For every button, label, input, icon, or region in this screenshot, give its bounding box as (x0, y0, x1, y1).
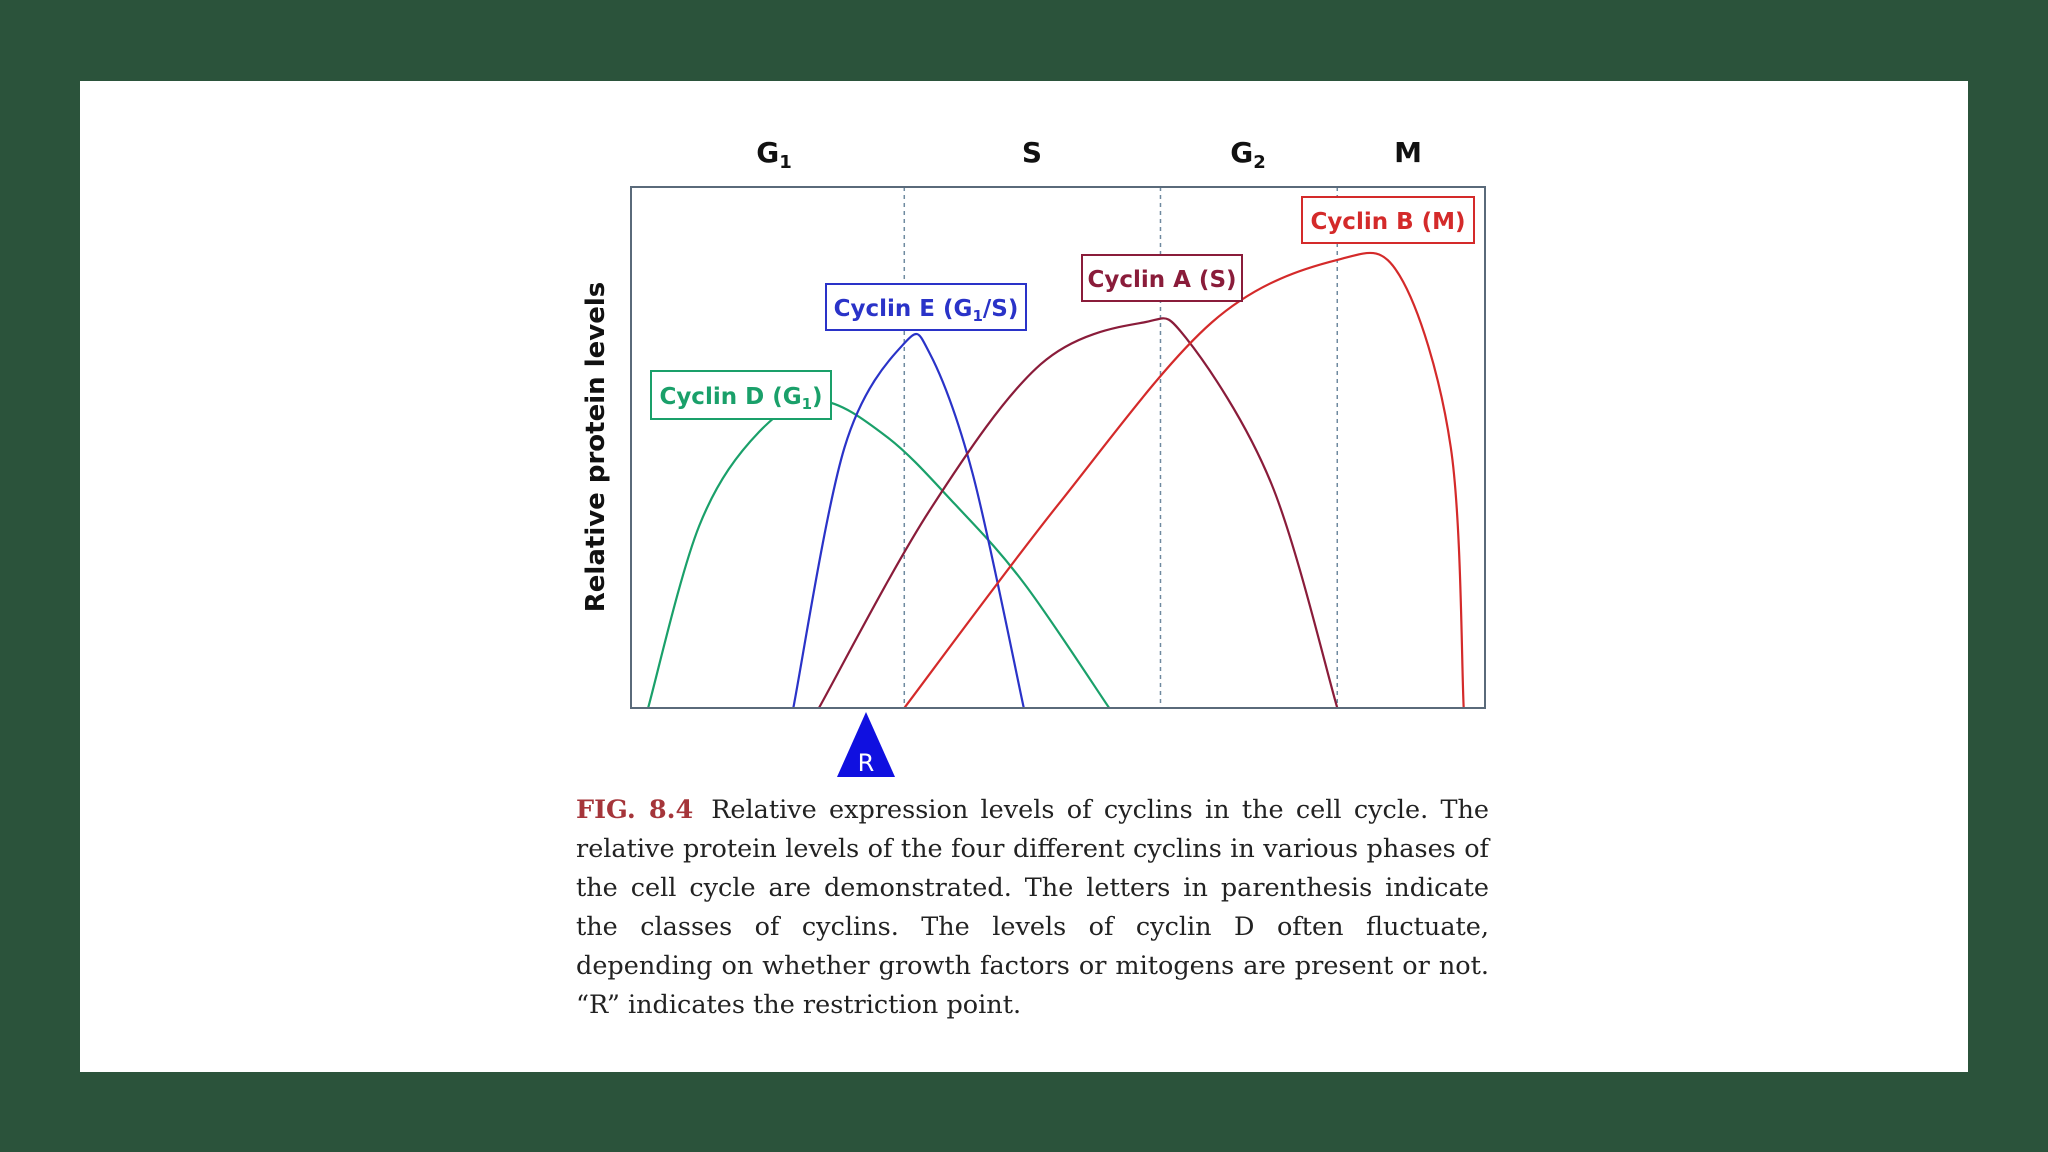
legend-label-cyclin-d: Cyclin D $(G_1)$ (659, 384, 823, 413)
phase-labels (756, 136, 1422, 173)
y-axis-label: Relative protein levels (581, 281, 611, 613)
legend-cyclin-d (651, 371, 831, 419)
legend-label-cyclin-a: Cyclin A (S) (1087, 267, 1237, 293)
legend-label-cyclin-b: Cyclin B (M) (1310, 209, 1466, 235)
caption-text: Relative expression levels of cyclins in the cell cycle. The relative protein levels of the four different cyclins in various phases of the cell cycle are demonstrated. The letters in parenthesis indicate the classes of cyclins. The levels of cyclin D often fluctuate, depending on whether growth factors or mitogens are present or not. “R” indicates the restriction point. (576, 795, 1489, 1020)
cyclin-curves (648, 253, 1464, 708)
phase-label-g1: $G_1$ (756, 136, 792, 173)
legend-cyclin-e (826, 284, 1026, 330)
figure-caption (576, 791, 1489, 1025)
legend-cyclin-a (1082, 255, 1242, 301)
restriction-point-marker (837, 712, 895, 777)
phase-label-m: M (1394, 136, 1422, 169)
legend-label-cyclin-e: Cyclin E $(G_1/S)$ (833, 296, 1019, 325)
phase-label-s: S (1021, 136, 1043, 169)
cyclin-a-curve (819, 318, 1337, 708)
slide (80, 81, 1968, 1072)
cyclin-d-curve (648, 401, 1109, 708)
legend-cyclin-b (1302, 197, 1474, 243)
figure-label: FIG. 8.4 (576, 795, 694, 825)
phase-label-g2: $G_2$ (1230, 136, 1266, 173)
restriction-point-label: R (857, 749, 875, 777)
